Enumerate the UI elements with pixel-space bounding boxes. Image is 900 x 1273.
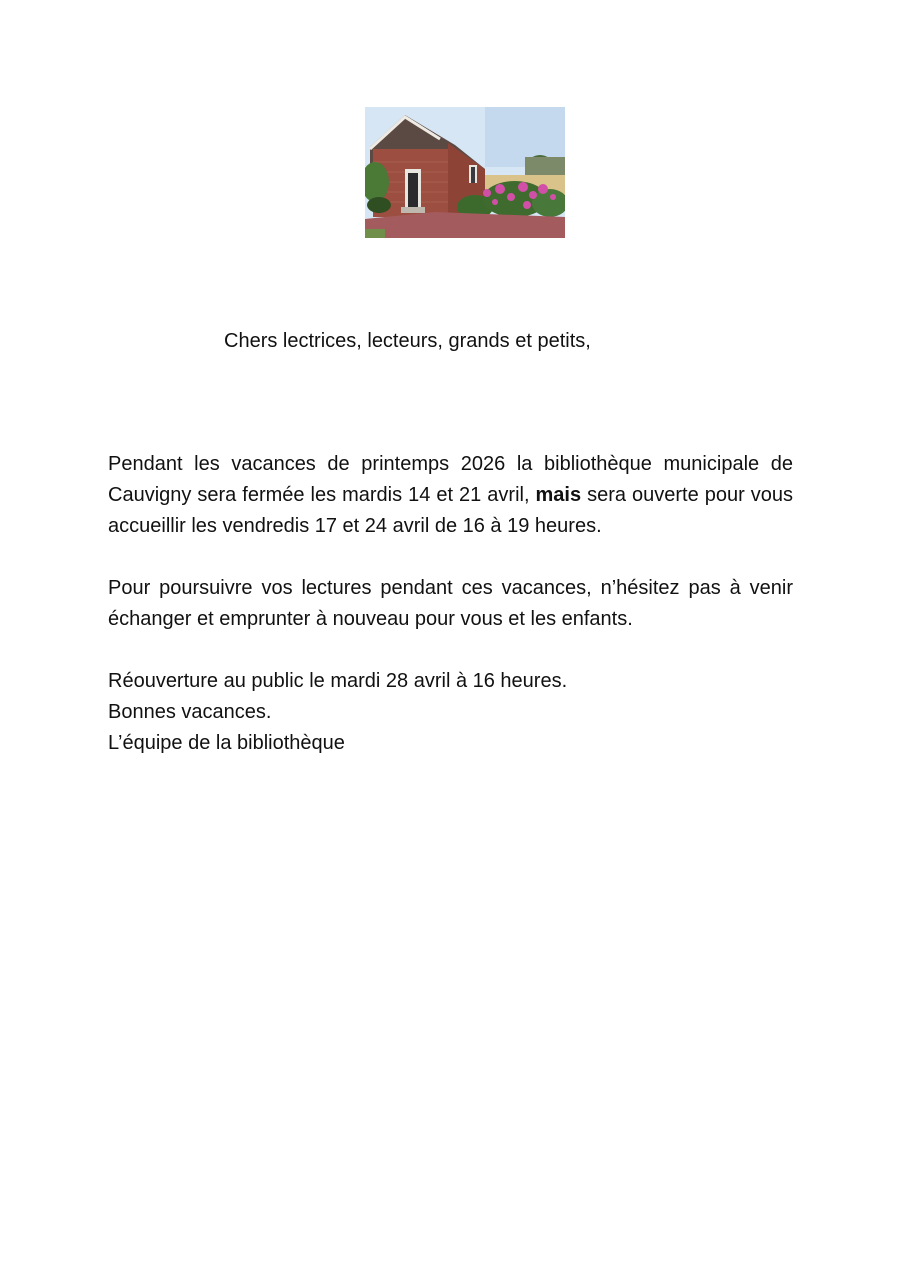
greeting: Chers lectrices, lecteurs, grands et petits, [224, 330, 591, 352]
reopening-notice: Réouverture au public le mardi 28 avril à 16 heures. [108, 670, 568, 692]
library-building-photo [365, 107, 565, 238]
paragraph1-line2-start: Cauvigny sera fermée les mardis 14 et 21 avril, [108, 484, 536, 506]
paragraph-invitation [108, 573, 793, 635]
paragraph2-line1: Pour poursuivre vos lectures pendant ces vacances, n’hésitez pas à venir [108, 577, 793, 599]
paragraph1-line1: Pendant les vacances de printemps 2026 la bibliothèque municipale de [108, 453, 793, 475]
paragraph-closure-dates [108, 449, 793, 542]
paragraph1-line2-end: sera ouverte pour vous [581, 484, 794, 506]
holiday-wishes: Bonnes vacances. [108, 701, 272, 723]
paragraph1-line3: accueillir les vendredis 17 et 24 avril de 16 à 19 heures. [108, 515, 602, 537]
signature: L’équipe de la bibliothèque [108, 732, 345, 754]
closing-block [108, 666, 793, 759]
paragraph2-line2: échanger et emprunter à nouveau pour vous et les enfants. [108, 608, 633, 630]
paragraph1-line2 [108, 480, 793, 511]
emphasis-mais: mais [535, 484, 582, 506]
